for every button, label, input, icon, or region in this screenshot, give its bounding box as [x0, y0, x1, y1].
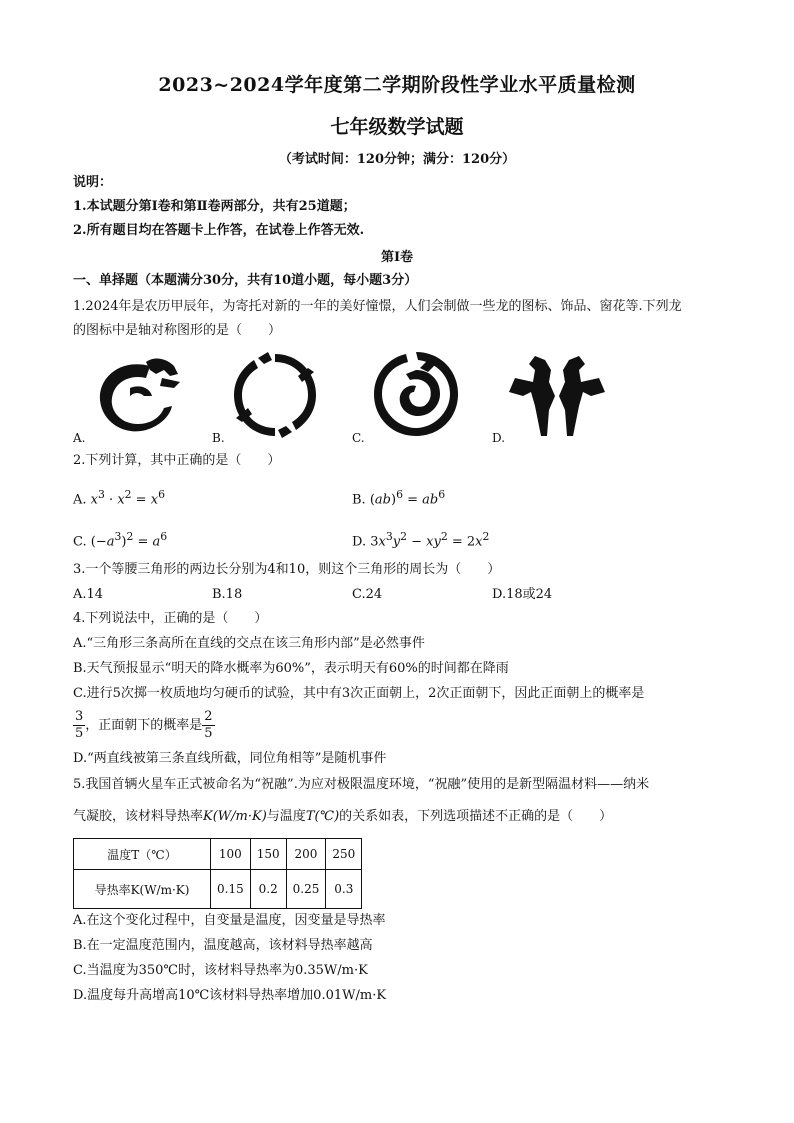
- fraction-2-5: $\frac{2}{5}$: [204, 709, 213, 741]
- table-cell: 0.2: [250, 870, 286, 909]
- table-header-conductivity: 导热率K(W/m·K): [74, 870, 211, 909]
- q5-stem-line1: 5.我国首辆火星车正式被命名为“祝融”.为应对极限温度环境，“祝融”使用的是新型隔温材料——纳米: [73, 777, 650, 792]
- q3-option-b: B.18: [212, 587, 243, 602]
- q2-option-a-label: A.: [73, 492, 87, 508]
- q5-option-c: C.当温度为350℃时，该材料导热率为0.35W/m·K: [73, 963, 368, 978]
- q4-option-c-line1: C.进行5次掷一枚质地均匀硬币的试验，其中有3次正面朝上，2次正面朝下，因此正面朝上的概率是: [73, 686, 645, 701]
- q1-option-c: C.: [352, 431, 365, 445]
- table-cell: 0.25: [286, 870, 326, 909]
- q3-option-a: A.14: [73, 587, 104, 602]
- k-symbol: K(W/m·K): [203, 809, 267, 824]
- part-label: 第Ⅰ卷: [380, 250, 414, 265]
- q5-option-b: B.在一定温度范围内，温度越高，该材料导热率越高: [73, 938, 373, 953]
- q2-option-d-label: D.: [352, 534, 367, 550]
- q5-stem-line2: 气凝胶，该材料导热率K(W/m·K)与温度T(℃)的关系如表，下列选项描述不正确的是（ ）: [73, 809, 613, 824]
- q4-option-b: B.天气预报显示“明天的降水概率为60%”，表示明天有60%的时间都在降雨: [73, 661, 509, 676]
- table-cell: 100: [211, 839, 251, 870]
- exam-info: （考试时间：120分钟；满分：120分）: [278, 152, 516, 167]
- table-cell: 200: [286, 839, 326, 870]
- table-cell: 250: [326, 839, 362, 870]
- note-item-1: 1.本试题分第Ⅰ卷和第Ⅱ卷两部分，共有25道题；: [73, 199, 356, 214]
- q4-option-c-line2: $\frac{3}{5}$ ，正面朝下的概率是 $\frac{2}{5}$: [75, 709, 213, 741]
- q5-option-a: A.在这个变化过程中，自变量是温度，因变量是导热率: [73, 913, 386, 928]
- conductivity-table: [73, 838, 362, 909]
- q2-stem: 2.下列计算，其中正确的是（ ）: [73, 453, 281, 468]
- q1-stem-line1: 1.2024年是农历甲辰年，为寄托对新的一年的美好憧憬，人们会制做一些龙的图标、饰品、窗花等.下列龙: [73, 299, 682, 314]
- q2-option-b-label: B.: [352, 492, 366, 508]
- q5-option-d: D.温度每升高增高10℃该材料导热率增加0.01W/m·K: [73, 988, 387, 1003]
- q1-option-a: A.: [73, 431, 86, 445]
- exam-subject: 七年级数学试题: [330, 116, 464, 138]
- q4-option-a: A.“三角形三条高所在直线的交点在该三角形内部”是必然事件: [73, 636, 425, 651]
- exam-title: 2023~2024学年度第二学期阶段性学业水平质量检测: [158, 74, 636, 96]
- table-row-conductivity: [74, 870, 362, 909]
- dragon-icon-b: [228, 348, 322, 442]
- t-symbol: T(℃): [305, 809, 340, 824]
- q1-stem-line2: 的图标中是轴对称图形的是（ ）: [73, 323, 282, 338]
- dragon-icon-d: [505, 352, 609, 440]
- fraction-3-5: $\frac{3}{5}$: [75, 709, 84, 741]
- table-cell: 0.3: [326, 870, 362, 909]
- q2-option-a: A. $x^3 \cdot x^2 = x^6$: [73, 488, 165, 508]
- dragon-icon-a: [90, 348, 182, 440]
- q1-option-b: B.: [212, 431, 225, 445]
- q2-option-c: C. $(-a^3)^2 = a^6$: [73, 530, 168, 550]
- q2-option-b: B. $(ab)^6 = ab^6$: [352, 488, 446, 508]
- q2-option-c-label: C.: [73, 534, 87, 550]
- q4-option-d: D.“两直线被第三条直线所截，同位角相等”是随机事件: [73, 751, 387, 766]
- table-header-temperature: 温度T（℃）: [74, 839, 211, 870]
- table-row-temperature: [74, 839, 362, 870]
- q2-option-d: D. $3x^3y^2 - xy^2 = 2x^2$: [352, 530, 490, 550]
- q3-option-c: C.24: [352, 587, 383, 602]
- table-cell: 150: [250, 839, 286, 870]
- note-item-2: 2.所有题目均在答题卡上作答，在试卷上作答无效.: [73, 223, 365, 238]
- q3-option-d: D.18或24: [492, 587, 553, 602]
- notes-heading: 说明：: [73, 175, 113, 190]
- q3-stem: 3.一个等腰三角形的两边长分别为4和10，则这个三角形的周长为（ ）: [73, 562, 501, 577]
- q4-stem: 4.下列说法中，正确的是（ ）: [73, 611, 268, 626]
- table-cell: 0.15: [211, 870, 251, 909]
- q1-option-d: D.: [492, 431, 506, 445]
- dragon-icon-c: [370, 348, 462, 440]
- section-heading: 一、单择题（本题满分30分，共有10道小题，每小题3分）: [73, 273, 418, 288]
